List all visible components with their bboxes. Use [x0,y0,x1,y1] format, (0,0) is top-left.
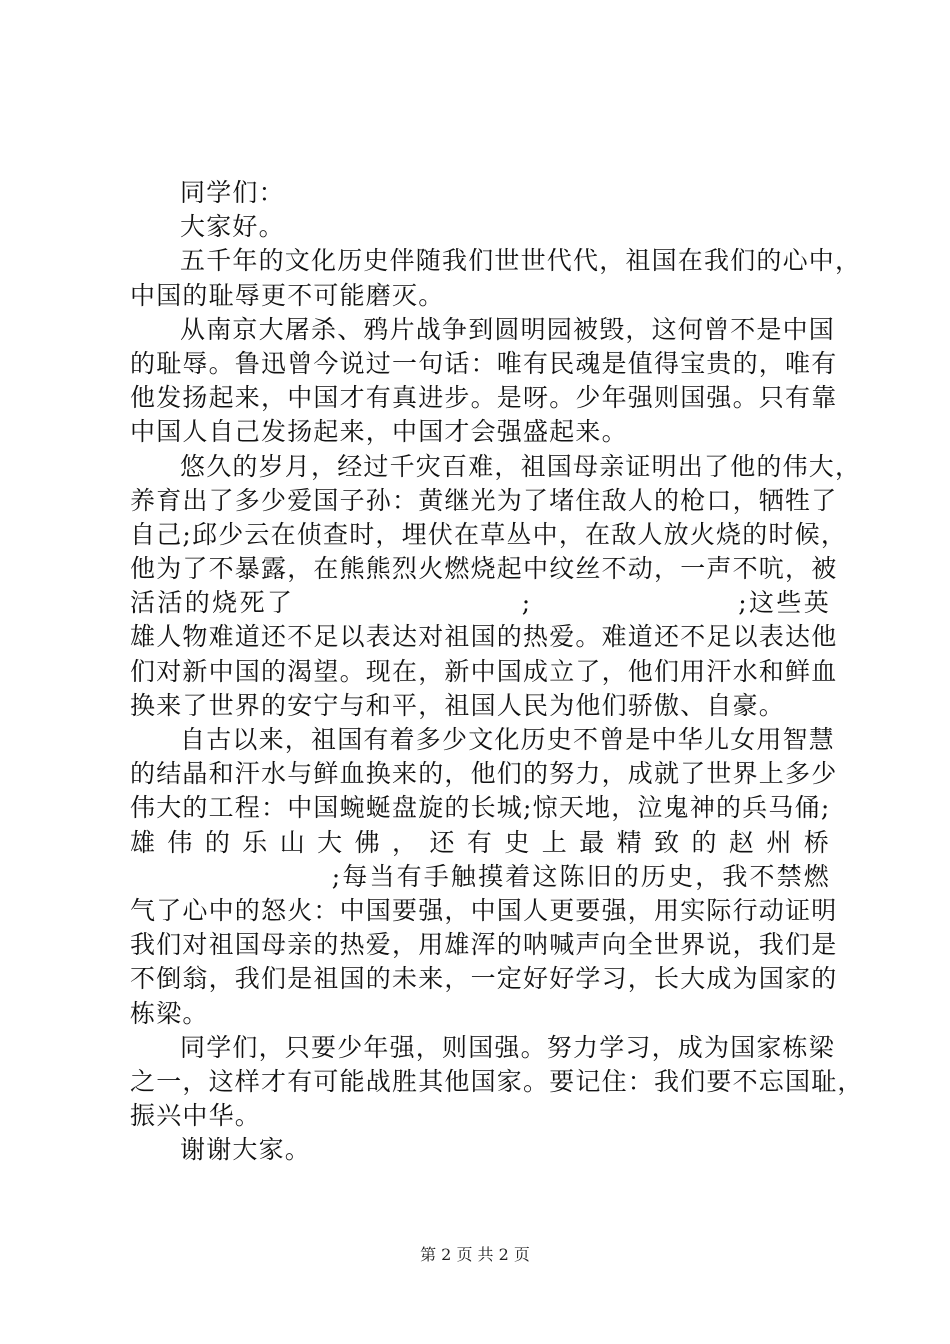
paragraph-line: 中国人自己发扬起来，中国才会强盛起来。 [130,417,628,447]
speech-body [130,176,864,1167]
paragraph [130,450,862,724]
paragraph-line: 同学们，只要少年强，则国强。努力学习，成为国家栋梁 [180,1032,836,1062]
page-footer: 第 2 页 共 2 页 [420,1245,530,1264]
paragraph-line: 五千年的文化历史伴随我们世世代代，祖国在我们的心中， [180,246,862,276]
paragraph [130,313,838,450]
paragraph [130,176,830,210]
paragraph-line: 不倒翁，我们是祖国的未来，一定好好学习，长大成为国家的 [130,964,838,994]
paragraph-line: 自己;邱少云在侦查时，埋伏在草丛中，在敌人放火烧的时候， [130,519,848,549]
paragraph-line: 的耻辱。鲁迅曾今说过一句话：唯有民魂是值得宝贵的，唯有 [130,348,838,378]
paragraph-line: 伟大的工程：中国蜿蜒盘旋的长城;惊天地，泣鬼神的兵马俑; [130,793,831,823]
paragraph [130,723,838,1031]
paragraph-line: 他发扬起来，中国才有真进步。是呀。少年强则国强。只有靠 [130,383,838,413]
paragraph-line: 悠久的岁月，经过千灾百难，祖国母亲证明出了他的伟大， [180,451,862,481]
paragraph [130,1133,830,1167]
paragraph [130,1031,864,1134]
paragraph-line: 的结晶和汗水与鲜血换来的，他们的努力，成就了世界上多少 [130,759,838,789]
paragraph-line: 中国的耻辱更不可能磨灭。 [130,280,445,310]
paragraph-line: 大家好。 [180,212,285,242]
paragraph-line: 自古以来，祖国有着多少文化历史不曾是中华儿女用智慧 [180,725,836,754]
paragraph-line: 从南京大屠杀、鸦片战争到圆明园被毁，这何曾不是中国 [180,314,836,344]
paragraph-line: 雄伟的乐山大佛，还有史上最精致的赵州桥 [130,827,830,857]
paragraph-line: 谢谢大家。 [180,1135,312,1165]
paragraph-line: 气了心中的怒火：中国要强，中国人更要强，用实际行动证明 [130,895,838,925]
paragraph-line: 养育出了多少爱国子孙：黄继光为了堵住敌人的枪口，牺牲了 [130,485,838,515]
paragraph-line: 换来了世界的安宁与和平，祖国人民为他们骄傲、自豪。 [130,690,786,720]
paragraph-line: 之一，这样才有可能战胜其他国家。要记住：我们要不忘国耻， [130,1066,864,1096]
paragraph-line: 同学们： [180,178,285,207]
paragraph-line: 我们对祖国母亲的热爱，用雄浑的呐喊声向全世界说，我们是 [130,930,838,960]
paragraph-line: 雄人物难道还不足以表达对祖国的热爱。难道还不足以表达他 [130,622,838,652]
paragraph [130,210,830,244]
paragraph-line: 振兴中华。 [130,1101,262,1131]
paragraph-line: 们对新中国的渴望。现在，新中国成立了，他们用汗水和鲜血 [130,656,838,686]
paragraph-line: 他为了不暴露，在熊熊烈火燃烧起中纹丝不动，一声不吭，被 [130,554,838,584]
paragraph-line: 栋梁。 [130,998,209,1028]
paragraph-line: 活活的烧死了 ; ;这些英 [130,588,830,618]
paragraph-line: ;每当有手触摸着这陈旧的历史，我不禁燃 [130,861,830,891]
paragraph [130,244,862,312]
